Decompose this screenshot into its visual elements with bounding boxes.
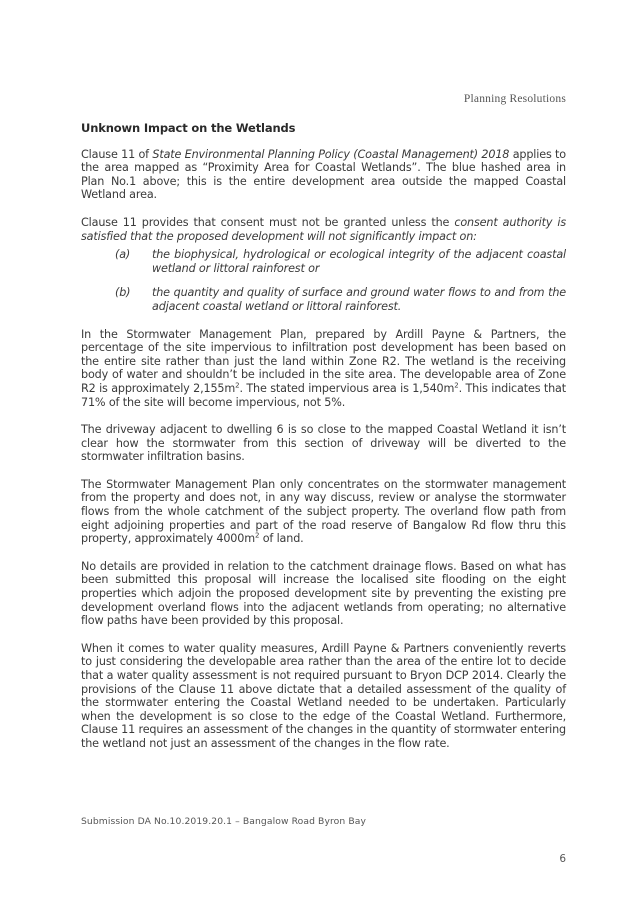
page-body xyxy=(81,122,566,765)
list-item xyxy=(81,286,566,313)
paragraph-catchment: The Stormwater Management Plan only concentrates on the stormwater management from the property and does not, in any way discuss, review or analyse the stormwater flows from the whole catchment of the subject property. The overland flow path from eight adjoining properties and part of the road reserve of Bangalow Rd flow thru this property, approximately $4000m^2$ of land. xyxy=(81,477,566,546)
list-item-text: the biophysical, hydrological or ecological integrity of the adjacent coastal wetland or littoral rainforest or xyxy=(152,248,566,275)
list-item-label: (a) xyxy=(115,248,131,262)
list-item xyxy=(81,248,566,275)
clause-list xyxy=(81,248,566,313)
page-number: 6 xyxy=(559,853,566,865)
list-item-text: the quantity and quality of surface and ground water flows to and from the adjacent coastal wetland or littoral rainforest. xyxy=(152,286,566,313)
running-header: Planning Resolutions xyxy=(463,93,566,105)
paragraph-drainage: No details are provided in relation to the catchment drainage flows. Based on what has been submitted this proposal will increase the localised site flooding on the eight properties which adjoin the proposed development site by preventing the existing pre development overland flows into the adjacent wetlands from operating; no alternative flow paths have been provided by this proposal. xyxy=(81,559,566,628)
paragraph-consent: Clause 11 provides that consent must not be granted unless the consent authority is satisfied that the proposed development will not significantly impact on: xyxy=(81,215,566,243)
paragraph-water-quality: When it comes to water quality measures, Ardill Payne & Partners conveniently reverts to just considering the developable area rather than the area of the entire lot to decide that a water quality assessment is not required pursuant to Bryon DCP 2014. Clearly the provisions of the Clause 11 above dictate that a detailed assessment of the quality of the stormwater entering the Coastal Wetland needed to be undertaken. Particularly when the development is so close to the edge of the Coastal Wetland. Furthermore, Clause 11 requires an assessment of the changes in the quantity of stormwater entering the wetland not just an assessment of the changes in the flow rate. xyxy=(81,641,566,750)
list-item-label: (b) xyxy=(115,286,131,300)
section-heading: Unknown Impact on the Wetlands xyxy=(81,121,296,135)
paragraph-driveway: The driveway adjacent to dwelling 6 is so close to the mapped Coastal Wetland it isn’t clear how the stormwater from this section of driveway will be diverted to the stormwater infiltration basins. xyxy=(81,423,566,464)
paragraph-stormwater-plan: In the Stormwater Management Plan, prepared by Ardill Payne & Partners, the percentage of the site impervious to infiltration post development has been based on the entire site rather than just the land within Zone R2. The wetland is the receiving body of water and shouldn’t be included in the site area. The developable area of Zone R2 is approximately $2,155m^2$. The stated impervious area is $1,540m^2$. This indicates that 71% of the site will become impervious, not 5%. xyxy=(81,327,566,409)
paragraph-clause-11-intro: Clause 11 of State Environmental Planning Policy (Coastal Management) 2018 applies to the area mapped as “Proximity Area for Coastal Wetlands”. The blue hashed area in Plan No.1 above; this is the entire development area outside the mapped Coastal Wetland area. xyxy=(81,147,566,202)
footer-text: Submission DA No.10.2019.20.1 – Bangalow Road Byron Bay xyxy=(81,816,367,827)
